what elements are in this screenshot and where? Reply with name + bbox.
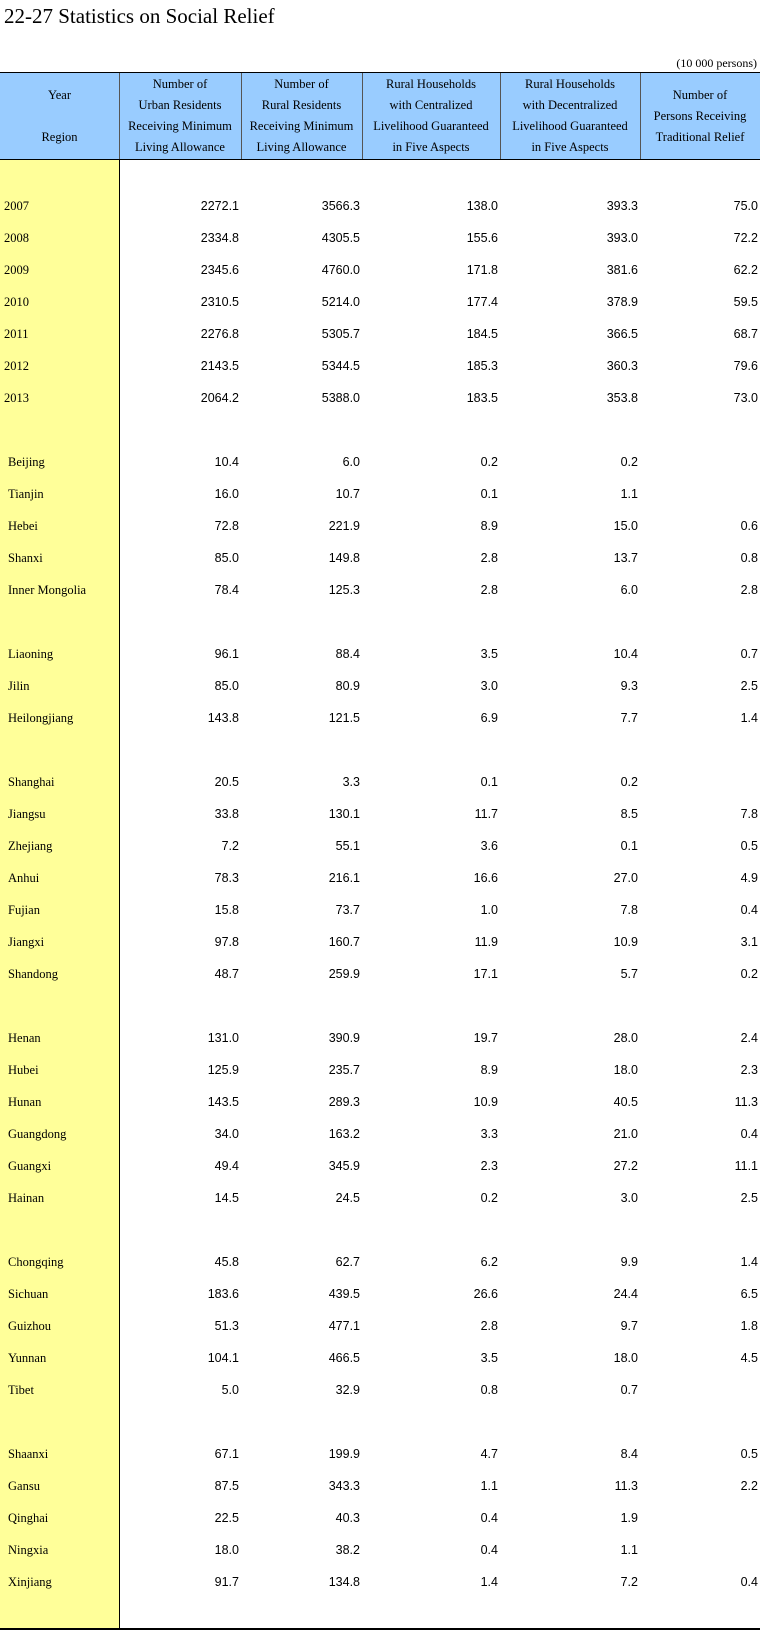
cell-value: 96.1 [214,647,239,661]
cell-value: 143.8 [207,711,239,725]
cell-value: 88.4 [335,647,360,661]
cell-value: 2310.5 [200,295,239,309]
cell-value: 235.7 [328,1063,360,1077]
cell-value: 6.5 [740,1287,758,1301]
cell-value: 13.7 [613,551,638,565]
region-label: Fujian [8,903,40,917]
column-header-2 [241,73,362,159]
cell-value: 10.4 [613,647,638,661]
table-row [0,478,760,510]
cell-value: 0.7 [740,647,758,661]
cell-value: 78.4 [214,583,239,597]
region-label: Qinghai [8,1511,49,1525]
header-divider [119,73,120,159]
cell-value: 8.5 [620,807,638,821]
cell-value: 10.4 [214,455,239,469]
cell-value: 4305.5 [321,231,360,245]
cell-value: 4760.0 [321,263,360,277]
cell-value: 33.8 [214,807,239,821]
region-label: Inner Mongolia [8,583,87,597]
table-row [0,1502,760,1534]
cell-value: 14.5 [214,1191,239,1205]
cell-value: 2.2 [740,1479,758,1493]
cell-value: 149.8 [328,551,360,565]
cell-value: 216.1 [328,871,360,885]
cell-value: 3.0 [620,1191,638,1205]
unit-note: (10 000 persons) [676,56,757,70]
cell-value: 477.1 [328,1319,360,1333]
cell-value: 2143.5 [200,359,239,373]
cell-value: 5214.0 [321,295,360,309]
cell-value: 6.2 [480,1255,498,1269]
region-label: Hunan [8,1095,42,1109]
table-row [0,1534,760,1566]
column-header-1 [119,73,241,159]
header-divider [241,73,242,159]
cell-value: 378.9 [606,295,638,309]
cell-value: 0.2 [620,775,638,789]
cell-value: 51.3 [214,1319,239,1333]
table-row [0,1150,760,1182]
cell-value: 11.7 [474,807,498,821]
cell-value: 439.5 [328,1287,360,1301]
region-label: Guizhou [8,1319,52,1333]
year-label: 2013 [4,391,29,405]
table-row [0,862,760,894]
cell-value: 10.7 [335,487,360,501]
cell-value: 22.5 [214,1511,239,1525]
cell-value: 177.4 [466,295,498,309]
table-row [0,1182,760,1214]
cell-value: 97.8 [214,935,239,949]
cell-value: 2.5 [740,1191,758,1205]
table-row [0,766,760,798]
table-row [0,286,760,318]
cell-value: 80.9 [335,679,360,693]
cell-value: 1.1 [620,487,638,501]
cell-value: 2.8 [480,1319,498,1333]
cell-value: 0.4 [480,1511,498,1525]
cell-value: 79.6 [733,359,758,373]
cell-value: 259.9 [328,967,360,981]
table-row [0,318,760,350]
cell-value: 0.5 [740,839,758,853]
cell-value: 18.0 [214,1543,239,1557]
table-row [0,670,760,702]
cell-value: 184.5 [466,327,498,341]
header-year-region [0,73,119,159]
cell-value: 78.3 [214,871,239,885]
cell-value: 138.0 [466,199,498,213]
cell-value: 2.8 [480,583,498,597]
cell-value: 18.0 [613,1063,638,1077]
cell-value: 2.5 [740,679,758,693]
cell-value: 3.0 [480,679,498,693]
table-row [0,1278,760,1310]
cell-value: 3.5 [480,1351,498,1365]
cell-value: 4.5 [740,1351,758,1365]
cell-value: 16.0 [214,487,239,501]
year-label: 2011 [4,327,29,341]
cell-value: 15.0 [613,519,638,533]
cell-value: 1.8 [740,1319,758,1333]
cell-value: 11.3 [734,1095,758,1109]
cell-value: 0.2 [480,455,498,469]
cell-value: 6.0 [620,583,638,597]
cell-value: 199.9 [328,1447,360,1461]
region-label: Anhui [8,871,40,885]
region-label: Beijing [8,455,45,469]
region-label: Ningxia [8,1543,49,1557]
cell-value: 2276.8 [200,327,239,341]
region-label: Zhejiang [8,839,53,853]
cell-value: 9.9 [620,1255,638,1269]
table-row [0,926,760,958]
cell-value: 73.7 [335,903,360,917]
cell-value: 130.1 [328,807,360,821]
cell-value: 62.7 [335,1255,360,1269]
cell-value: 21.0 [613,1127,638,1141]
region-label: Sichuan [8,1287,49,1301]
cell-value: 1.4 [740,711,758,725]
cell-value: 163.2 [328,1127,360,1141]
region-label: Hebei [8,519,38,533]
region-label: Guangdong [8,1127,67,1141]
cell-value: 183.5 [466,391,498,405]
cell-value: 2334.8 [200,231,239,245]
cell-value: 67.1 [214,1447,239,1461]
cell-value: 48.7 [214,967,239,981]
cell-value: 11.1 [734,1159,758,1173]
year-label: 2010 [4,295,29,309]
region-label: Henan [8,1031,41,1045]
cell-value: 143.5 [207,1095,239,1109]
cell-value: 185.3 [466,359,498,373]
cell-value: 3.6 [480,839,498,853]
cell-value: 85.0 [214,551,239,565]
cell-value: 9.3 [620,679,638,693]
cell-value: 0.4 [740,903,758,917]
cell-value: 5388.0 [321,391,360,405]
cell-value: 121.5 [328,711,360,725]
cell-value: 343.3 [328,1479,360,1493]
column-header-label: Number of Persons Receiving Traditional Relief [653,87,747,144]
cell-value: 2064.2 [200,391,239,405]
year-label: 2009 [4,263,29,277]
column-header-label: Number of Rural Residents Receiving Minimum Living Allowance [249,77,354,154]
cell-value: 0.1 [620,839,638,853]
cell-value: 40.5 [613,1095,638,1109]
year-label: 2012 [4,359,29,373]
table-row [0,1438,760,1470]
region-label: Chongqing [8,1255,64,1269]
cell-value: 34.0 [214,1127,239,1141]
cell-value: 345.9 [328,1159,360,1173]
table-row [0,894,760,926]
cell-value: 2345.6 [200,263,239,277]
cell-value: 2.3 [480,1159,498,1173]
cell-value: 3566.3 [321,199,360,213]
cell-value: 393.0 [606,231,638,245]
cell-value: 0.5 [740,1447,758,1461]
column-header-5 [640,73,760,159]
cell-value: 125.9 [207,1063,239,1077]
cell-value: 0.6 [740,519,758,533]
cell-value: 183.6 [207,1287,239,1301]
cell-value: 4.9 [740,871,758,885]
cell-value: 10.9 [473,1095,498,1109]
cell-value: 73.0 [733,391,758,405]
cell-value: 27.2 [613,1159,638,1173]
table-row [0,1470,760,1502]
cell-value: 155.6 [466,231,498,245]
cell-value: 134.8 [328,1575,360,1589]
region-label: Heilongjiang [8,711,74,725]
table-row [0,702,760,734]
region-label: Guangxi [8,1159,52,1173]
region-label: Gansu [8,1479,40,1493]
header-divider [362,73,363,159]
cell-value: 3.1 [740,935,758,949]
cell-value: 10.9 [613,935,638,949]
cell-value: 390.9 [328,1031,360,1045]
region-label: Shandong [8,967,58,981]
table-row [0,1246,760,1278]
cell-value: 26.6 [473,1287,498,1301]
cell-value: 0.8 [480,1383,498,1397]
region-label: Hainan [8,1191,45,1205]
cell-value: 19.7 [473,1031,498,1045]
cell-value: 62.2 [733,263,758,277]
table-row [0,1342,760,1374]
table-row [0,830,760,862]
cell-value: 125.3 [328,583,360,597]
cell-value: 2.8 [740,583,758,597]
cell-value: 3.5 [480,647,498,661]
cell-value: 72.8 [214,519,239,533]
cell-value: 0.2 [740,967,758,981]
cell-value: 8.4 [620,1447,638,1461]
cell-value: 15.8 [214,903,239,917]
cell-value: 0.1 [480,487,498,501]
table-bottom-rule [0,1628,760,1630]
region-label: Tibet [8,1383,34,1397]
cell-value: 1.4 [480,1575,498,1589]
region-label: Xinjiang [8,1575,52,1589]
cell-value: 381.6 [606,263,638,277]
cell-value: 8.9 [480,519,498,533]
cell-value: 24.5 [335,1191,360,1205]
cell-value: 7.7 [620,711,638,725]
region-label: Liaoning [8,647,54,661]
cell-value: 87.5 [214,1479,239,1493]
table-row [0,638,760,670]
table-row [0,510,760,542]
table-row [0,222,760,254]
column-header-label: Rural Households with Centralized Livelihood Guaranteed in Five Aspects [373,77,489,154]
cell-value: 466.5 [328,1351,360,1365]
cell-value: 3.3 [342,775,360,789]
cell-value: 5344.5 [321,359,360,373]
cell-value: 27.0 [613,871,638,885]
column-header-4 [500,73,640,159]
cell-value: 1.4 [740,1255,758,1269]
cell-value: 1.0 [480,903,498,917]
column-header-label: Year Region [41,87,78,144]
cell-value: 59.5 [733,295,758,309]
table-row [0,1310,760,1342]
year-label: 2007 [4,199,29,213]
table-row [0,542,760,574]
table-row [0,254,760,286]
cell-value: 7.2 [221,839,239,853]
cell-value: 40.3 [335,1511,360,1525]
cell-value: 8.9 [480,1063,498,1077]
table-row [0,958,760,990]
cell-value: 49.4 [214,1159,239,1173]
cell-value: 11.3 [614,1479,638,1493]
cell-value: 353.8 [606,391,638,405]
table-row [0,1566,760,1598]
cell-value: 2272.1 [200,199,239,213]
cell-value: 5305.7 [321,327,360,341]
cell-value: 0.2 [620,455,638,469]
region-label: Shaanxi [8,1447,49,1461]
cell-value: 171.8 [466,263,498,277]
cell-value: 7.8 [740,807,758,821]
cell-value: 68.7 [733,327,758,341]
cell-value: 7.2 [620,1575,638,1589]
cell-value: 0.1 [480,775,498,789]
cell-value: 6.0 [342,455,360,469]
table-row [0,1054,760,1086]
cell-value: 221.9 [328,519,360,533]
cell-value: 131.0 [207,1031,239,1045]
cell-value: 6.9 [480,711,498,725]
cell-value: 17.1 [473,967,498,981]
table-row [0,798,760,830]
cell-value: 28.0 [613,1031,638,1045]
cell-value: 38.2 [335,1543,360,1557]
cell-value: 0.7 [620,1383,638,1397]
table-row [0,190,760,222]
region-label: Shanxi [8,551,43,565]
column-header-3 [362,73,500,159]
cell-value: 72.2 [733,231,758,245]
cell-value: 5.7 [620,967,638,981]
region-label: Jiangxi [8,935,45,949]
table-row [0,1118,760,1150]
cell-value: 289.3 [328,1095,360,1109]
cell-value: 85.0 [214,679,239,693]
cell-value: 16.6 [473,871,498,885]
cell-value: 2.3 [740,1063,758,1077]
cell-value: 55.1 [335,839,360,853]
year-label: 2008 [4,231,29,245]
cell-value: 0.4 [740,1127,758,1141]
cell-value: 1.1 [480,1479,498,1493]
cell-value: 18.0 [613,1351,638,1365]
cell-value: 3.3 [480,1127,498,1141]
column-header-label: Rural Households with Decentralized Livelihood Guaranteed in Five Aspects [512,77,628,154]
cell-value: 2.8 [480,551,498,565]
cell-value: 32.9 [335,1383,360,1397]
cell-value: 9.7 [620,1319,638,1333]
region-label: Jiangsu [8,807,46,821]
page-title: 22-27 Statistics on Social Relief [4,4,275,28]
cell-value: 160.7 [328,935,360,949]
cell-value: 24.4 [613,1287,638,1301]
header-divider [640,73,641,159]
cell-value: 91.7 [214,1575,239,1589]
table-row [0,1022,760,1054]
table-row [0,382,760,414]
header-bottom-rule [0,159,760,160]
header-divider [500,73,501,159]
cell-value: 7.8 [620,903,638,917]
region-label: Yunnan [8,1351,47,1365]
cell-value: 11.9 [474,935,498,949]
cell-value: 0.8 [740,551,758,565]
cell-value: 0.4 [480,1543,498,1557]
region-label: Hubei [8,1063,39,1077]
cell-value: 75.0 [733,199,758,213]
cell-value: 0.4 [740,1575,758,1589]
cell-value: 360.3 [606,359,638,373]
cell-value: 2.4 [740,1031,758,1045]
cell-value: 5.0 [221,1383,239,1397]
cell-value: 45.8 [214,1255,239,1269]
region-label: Shanghai [8,775,55,789]
cell-value: 104.1 [207,1351,239,1365]
table-row [0,574,760,606]
column-header-label: Number of Urban Residents Receiving Minimum Living Allowance [128,77,232,154]
table-row [0,1374,760,1406]
table-row [0,1086,760,1118]
cell-value: 1.9 [620,1511,638,1525]
cell-value: 366.5 [606,327,638,341]
cell-value: 20.5 [214,775,239,789]
region-label: Jilin [8,679,30,693]
region-label: Tianjin [8,487,44,501]
cell-value: 393.3 [606,199,638,213]
table-row [0,446,760,478]
cell-value: 4.7 [480,1447,498,1461]
cell-value: 0.2 [480,1191,498,1205]
cell-value: 1.1 [620,1543,638,1557]
table-row [0,350,760,382]
